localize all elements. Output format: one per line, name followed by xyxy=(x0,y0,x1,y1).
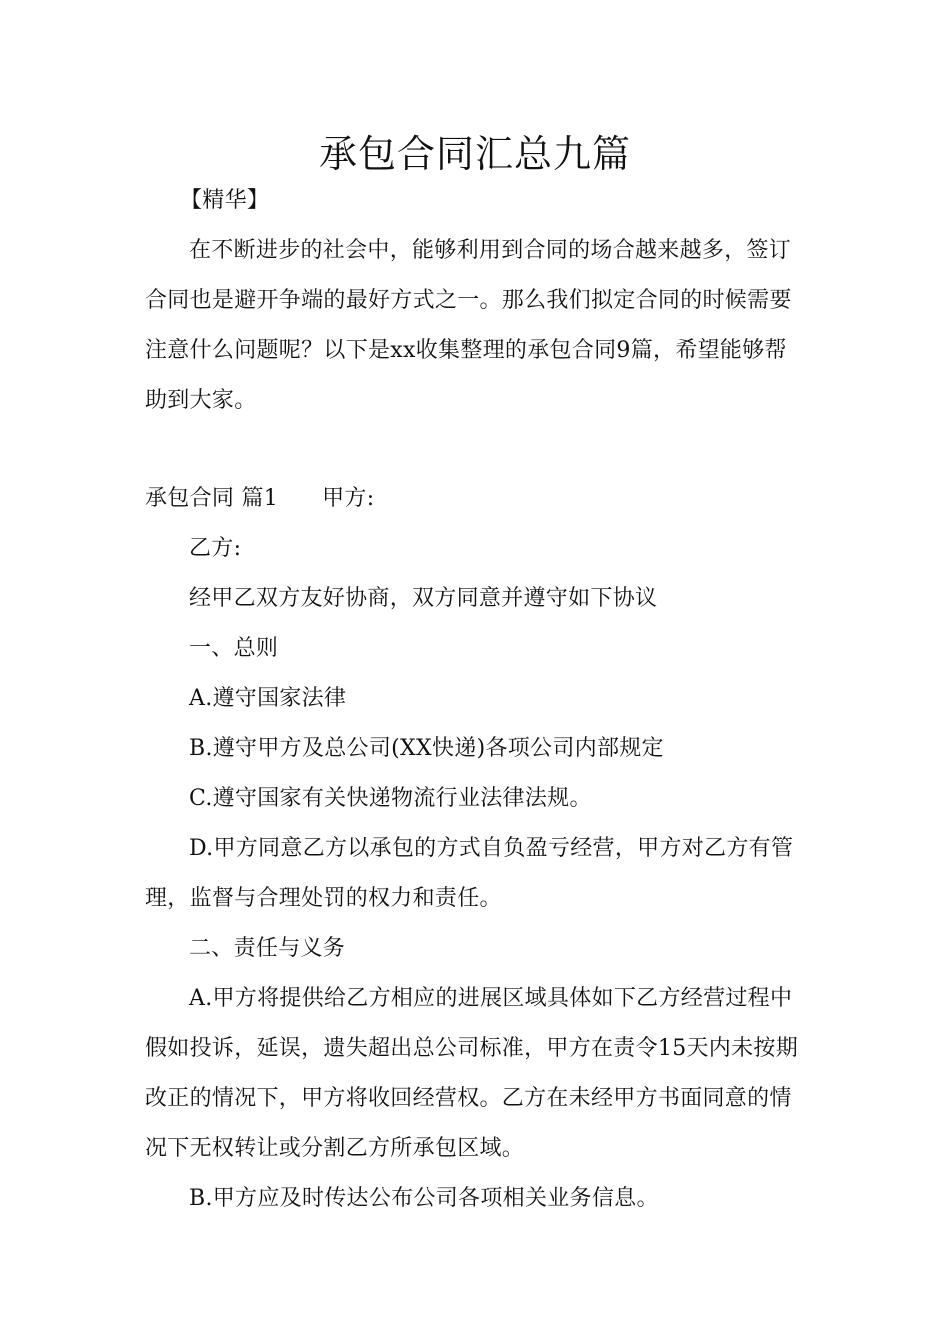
section-heading-row xyxy=(145,484,374,514)
intro-line-1: 在不断进步的社会中，能够利用到合同的场合越来越多，签订 xyxy=(189,238,792,263)
duty-a-line-4: 况下无权转让或分割乙方所承包区域。 xyxy=(145,1136,525,1161)
duty-a-line-2: 假如投诉，延误，遗失超出总公司标准，甲方在责令15天内未按期 xyxy=(145,1036,798,1061)
clause-a: A.遵守国家法律 xyxy=(189,686,347,711)
clause-b: B.遵守甲方及总公司(XX快递)各项公司内部规定 xyxy=(189,736,664,761)
intro-line-4: 助到大家。 xyxy=(145,388,257,413)
party-a-label: 甲方: xyxy=(322,486,375,511)
duties-heading: 二、责任与义务 xyxy=(189,936,346,961)
general-heading: 一、总则 xyxy=(189,636,279,661)
clause-c: C.遵守国家有关快递物流行业法律法规。 xyxy=(189,786,592,811)
duty-a-line-1: A.甲方将提供给乙方相应的进展区域具体如下乙方经营过程中 xyxy=(189,986,793,1011)
intro-line-2: 合同也是避开争端的最好方式之一。那么我们拟定合同的时候需要 xyxy=(145,288,792,313)
document-title: 承包合同汇总九篇 xyxy=(318,132,631,176)
duty-a-line-3: 改正的情况下，甲方将收回经营权。乙方在未经甲方书面同意的情 xyxy=(145,1086,792,1111)
section-heading: 承包合同 篇1 xyxy=(145,486,279,511)
duty-b: B.甲方应及时传达公布公司各项相关业务信息。 xyxy=(189,1186,659,1211)
agreement-line: 经甲乙双方友好协商，双方同意并遵守如下协议 xyxy=(189,586,658,611)
essence-tag: 【精华】 xyxy=(180,188,270,213)
intro-line-3: 注意什么问题呢？以下是xx收集整理的承包合同9篇，希望能够帮 xyxy=(145,338,787,363)
clause-d-line-1: D.甲方同意乙方以承包的方式自负盈亏经营，甲方对乙方有管 xyxy=(189,836,794,861)
clause-d-line-2: 理，监督与合理处罚的权力和责任。 xyxy=(145,886,502,911)
party-b-label: 乙方: xyxy=(189,536,242,561)
